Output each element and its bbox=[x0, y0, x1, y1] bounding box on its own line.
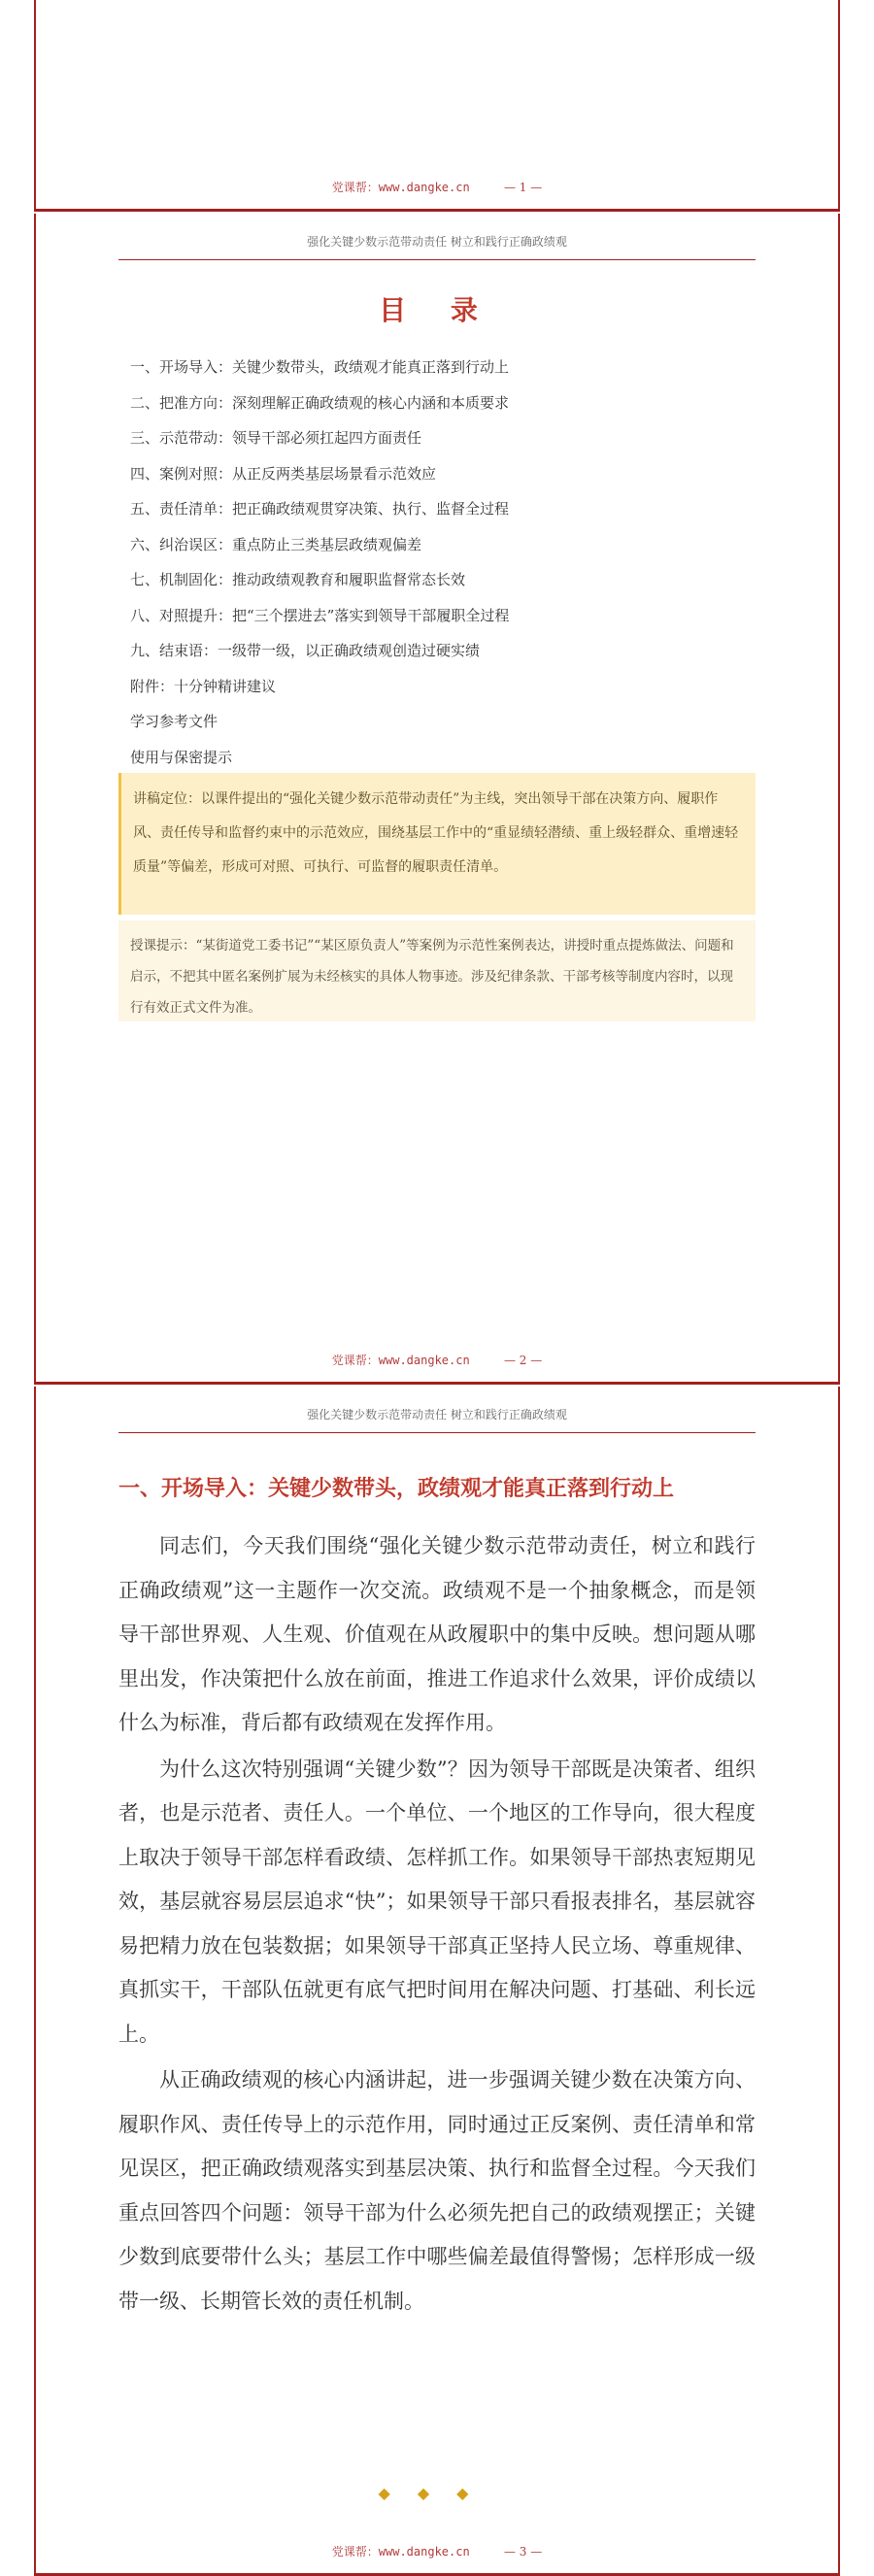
page-2 bbox=[34, 214, 840, 1385]
toc-item[interactable]: 八、对照提升：把“三个摆进去”落实到领导干部履职全过程 bbox=[130, 606, 510, 624]
footer-page-number: — 3 — bbox=[503, 2545, 543, 2559]
page-footer bbox=[36, 179, 838, 195]
page-3 bbox=[34, 1387, 840, 2576]
diamond-ornament-icon: ◆◆◆ bbox=[378, 2484, 496, 2502]
toc-item[interactable]: 学习参考文件 bbox=[130, 713, 218, 730]
running-header: 强化关键少数示范带动责任 树立和践行正确政绩观 bbox=[118, 1406, 756, 1433]
toc-item[interactable]: 二、把准方向：深刻理解正确政绩观的核心内涵和本质要求 bbox=[130, 393, 510, 412]
toc-item[interactable]: 七、机制固化：推动政绩观教育和履职监督常态长效 bbox=[130, 571, 466, 588]
footer-site: 党课帮：www.dangke.cn bbox=[331, 1354, 470, 1367]
footer-page-number: — 2 — bbox=[503, 1354, 543, 1367]
toc-item[interactable]: 四、案例对照：从正反两类基层场景看示范效应 bbox=[130, 464, 437, 483]
body-paragraph: 从正确政绩观的核心内涵讲起，进一步强调关键少数在决策方向、履职作风、责任传导上的示范作用，同时通过正反案例、责任清单和常见误区，把正确政绩观落实到基层决策、执行和监督全过程。今天我们重点回答四个问题：领导干部为什么必须先把自己的政绩观摆正；关键少数到底要带什么头；基层工作中哪些偏差最值得警惕；怎样形成一级带一级、长期管长效的责任机制。 bbox=[118, 2068, 756, 2313]
toc-list bbox=[118, 350, 756, 775]
toc-item[interactable]: 五、责任清单：把正确政绩观贯穿决策、执行、监督全过程 bbox=[130, 500, 510, 518]
toc-item[interactable]: 使用与保密提示 bbox=[130, 748, 233, 766]
body-paragraph: 为什么这次特别强调“关键少数”？因为领导干部既是决策者、组织者，也是示范者、责任人。一个单位、一个地区的工作导向，很大程度上取决于领导干部怎样看政绩、怎样抓工作。如果领导干部热衷短期见效，基层就容易层层追求“快”；如果领导干部只看报表排名，基层就容易把精力放在包装数据；如果领导干部真正坚持人民立场、尊重规律、真抓实干，干部队伍就更有底气把时间用在解决问题、打基础、利长远上。 bbox=[118, 1756, 756, 2046]
footer-page-number: — 1 — bbox=[503, 181, 543, 194]
toc-item[interactable]: 附件：十分钟精讲建议 bbox=[130, 677, 277, 695]
toc-title: 目 录 bbox=[379, 294, 495, 326]
teaching-tip-note: 授课提示：“某街道党工委书记”“某区原负责人”等案例为示范性案例表达，讲授时重点提炼做法、问题和启示，不把其中匿名案例扩展为未经核实的具体人物事迹。涉及纪律条款、干部考核等制度内容时，以现行有效正式文件为准。 bbox=[118, 920, 756, 1021]
section-body bbox=[118, 1524, 756, 2325]
page-1 bbox=[34, 0, 840, 212]
toc-item[interactable]: 六、纠治误区：重点防止三类基层政绩观偏差 bbox=[130, 535, 422, 553]
running-header: 强化关键少数示范带动责任 树立和践行正确政绩观 bbox=[118, 233, 756, 260]
page-footer bbox=[36, 1352, 838, 1368]
toc-item[interactable]: 三、示范带动：领导干部必须扛起四方面责任 bbox=[130, 429, 422, 447]
section-title: 一、开场导入：关键少数带头，政绩观才能真正落到行动上 bbox=[118, 1477, 675, 1501]
footer-site: 党课帮：www.dangke.cn bbox=[331, 2545, 470, 2559]
footer-site: 党课帮：www.dangke.cn bbox=[331, 181, 470, 194]
toc-item[interactable]: 九、结束语：一级带一级，以正确政绩观创造过硬实绩 bbox=[130, 642, 481, 659]
page-footer bbox=[36, 2543, 838, 2559]
positioning-note: 讲稿定位：以课件提出的“强化关键少数示范带动责任”为主线，突出领导干部在决策方向、履职作风、责任传导和监督约束中的示范效应，围绕基层工作中的“重显绩轻潜绩、重上级轻群众、重增速轻质量”等偏差，形成可对照、可执行、可监督的履职责任清单。 bbox=[118, 773, 756, 915]
body-paragraph: 同志们，今天我们围绕“强化关键少数示范带动责任，树立和践行正确政绩观”这一主题作一次交流。政绩观不是一个抽象概念，而是领导干部世界观、人生观、价值观在从政履职中的集中反映。想问题从哪里出发，作决策把什么放在前面，推进工作追求什么效果，评价成绩以什么为标准，背后都有政绩观在发挥作用。 bbox=[118, 1534, 756, 1734]
toc-item[interactable]: 一、开场导入：关键少数带头，政绩观才能真正落到行动上 bbox=[130, 358, 510, 376]
